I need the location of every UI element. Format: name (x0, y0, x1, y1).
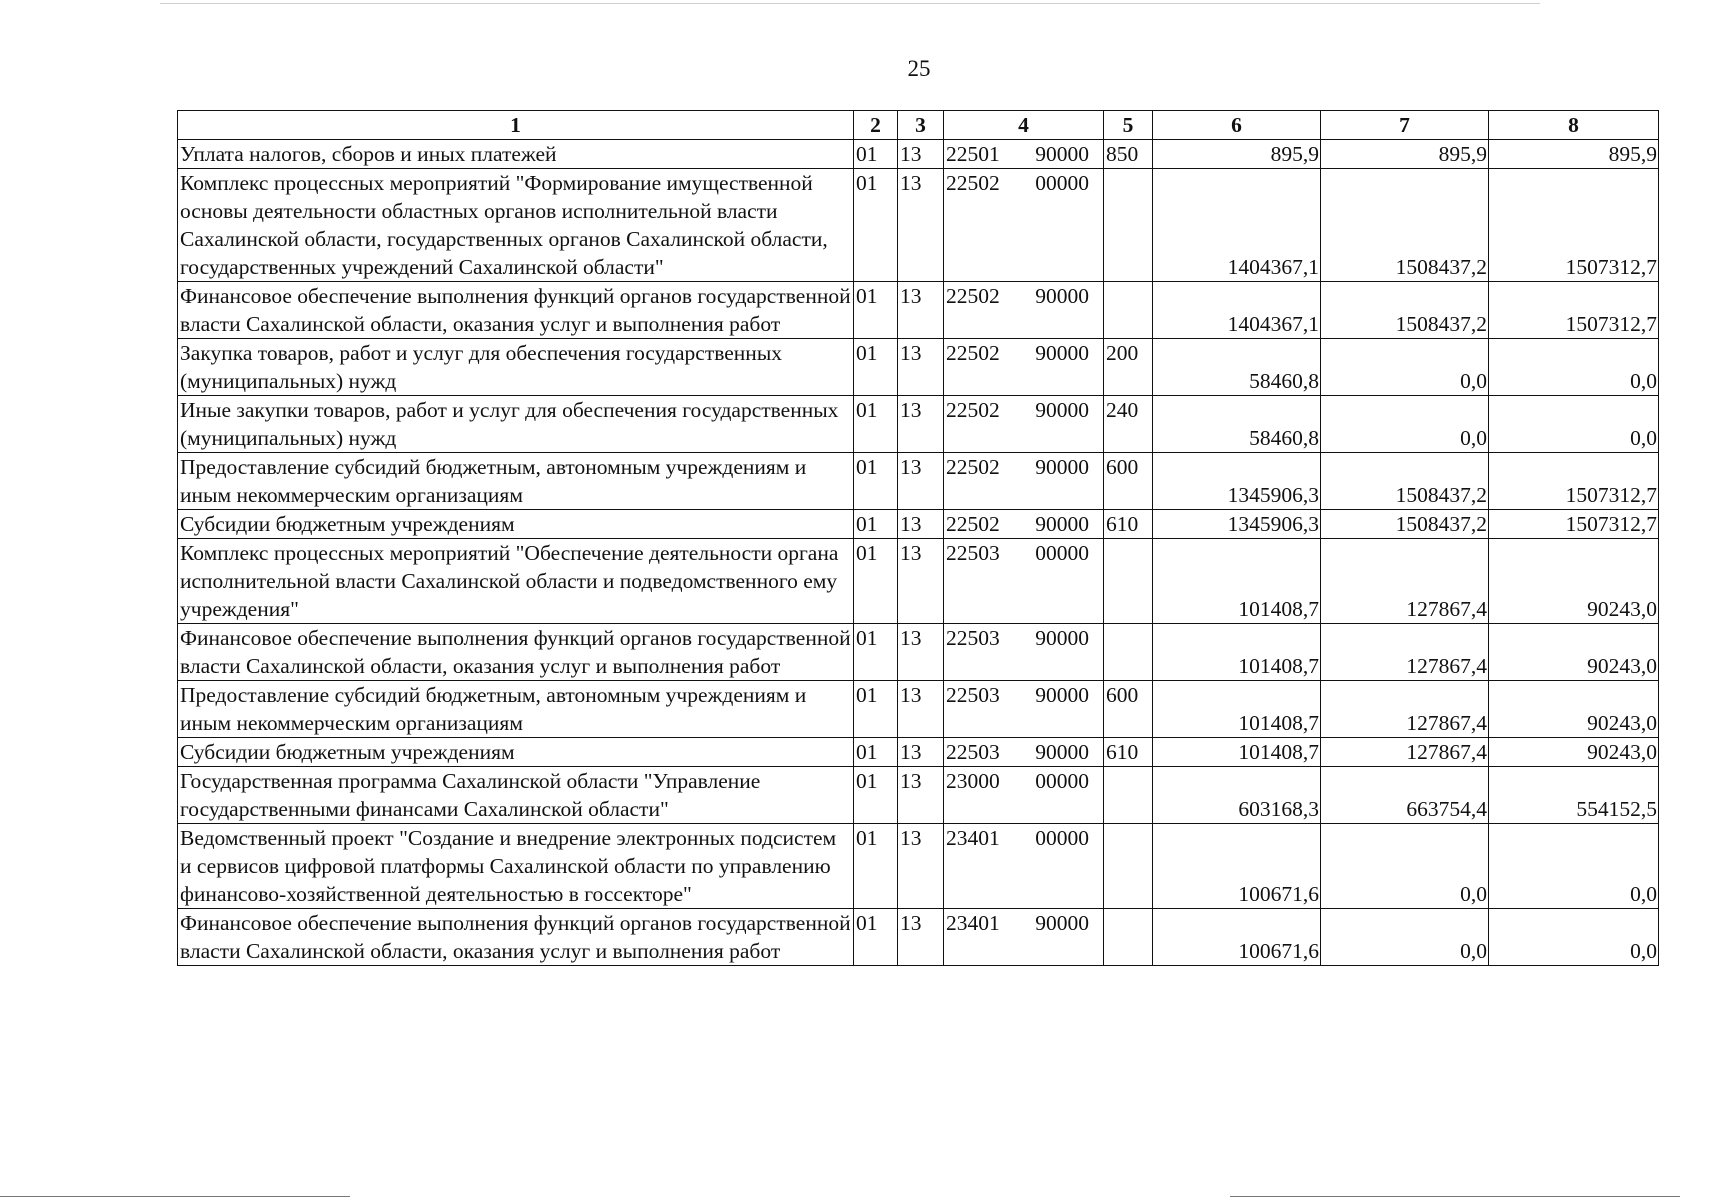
row-subsection-code: 13 (898, 282, 944, 339)
row-target-code-direction: 90000 (1035, 683, 1089, 707)
row-target-code (944, 396, 1104, 453)
row-name: Финансовое обеспечение выполнения функций органов государственной власти Сахалинской области, оказания услуг и выполнения работ (178, 282, 854, 339)
row-target-code-program: 23000 (946, 769, 1000, 793)
row-amount-col7: 0,0 (1321, 909, 1489, 966)
row-amount-col7: 0,0 (1321, 339, 1489, 396)
row-target-code (944, 510, 1104, 539)
row-name: Уплата налогов, сборов и иных платежей (178, 140, 854, 169)
row-name: Финансовое обеспечение выполнения функций органов государственной власти Сахалинской области, оказания услуг и выполнения работ (178, 624, 854, 681)
row-amount-col8: 1507312,7 (1489, 169, 1659, 282)
row-section-code: 01 (854, 624, 898, 681)
column-header-3: 3 (898, 111, 944, 140)
row-target-code-direction: 90000 (1035, 398, 1089, 422)
row-target-code-direction: 90000 (1035, 455, 1089, 479)
table-row (178, 339, 1659, 396)
row-subsection-code: 13 (898, 339, 944, 396)
row-section-code: 01 (854, 396, 898, 453)
row-target-code-program: 22502 (946, 398, 1000, 422)
row-amount-col6: 58460,8 (1153, 339, 1321, 396)
row-target-code-program: 22503 (946, 683, 1000, 707)
row-name: Комплекс процессных мероприятий "Формирование имущественной основы деятельности областных органов исполнительной власти Сахалинской области, государственных органов Сахалинской области, государственных учреждений Сахалинской области" (178, 169, 854, 282)
row-expense-type-code: 200 (1104, 339, 1153, 396)
row-amount-col7: 127867,4 (1321, 738, 1489, 767)
row-amount-col8: 0,0 (1489, 824, 1659, 909)
row-target-code-direction: 90000 (1035, 512, 1089, 536)
row-section-code: 01 (854, 169, 898, 282)
row-expense-type-code (1104, 909, 1153, 966)
column-header-8: 8 (1489, 111, 1659, 140)
row-expense-type-code: 610 (1104, 738, 1153, 767)
column-header-5: 5 (1104, 111, 1153, 140)
row-amount-col8: 895,9 (1489, 140, 1659, 169)
row-amount-col6: 101408,7 (1153, 624, 1321, 681)
row-name: Предоставление субсидий бюджетным, автономным учреждениям и иным некоммерческим организациям (178, 681, 854, 738)
table-row (178, 738, 1659, 767)
row-subsection-code: 13 (898, 539, 944, 624)
table-row (178, 282, 1659, 339)
row-section-code: 01 (854, 453, 898, 510)
row-target-code (944, 909, 1104, 966)
row-subsection-code: 13 (898, 624, 944, 681)
row-amount-col7: 127867,4 (1321, 539, 1489, 624)
row-amount-col8: 0,0 (1489, 339, 1659, 396)
row-subsection-code: 13 (898, 824, 944, 909)
row-amount-col8: 1507312,7 (1489, 453, 1659, 510)
row-target-code-program: 22502 (946, 512, 1000, 536)
row-target-code-direction: 90000 (1035, 284, 1089, 308)
row-target-code-direction: 90000 (1035, 911, 1089, 935)
table-row (178, 396, 1659, 453)
row-amount-col7: 1508437,2 (1321, 169, 1489, 282)
row-amount-col8: 0,0 (1489, 909, 1659, 966)
scan-top-edge-rule (160, 3, 1540, 4)
row-expense-type-code (1104, 282, 1153, 339)
row-amount-col8: 90243,0 (1489, 738, 1659, 767)
row-target-code (944, 738, 1104, 767)
row-section-code: 01 (854, 339, 898, 396)
row-target-code (944, 539, 1104, 624)
row-section-code: 01 (854, 681, 898, 738)
row-expense-type-code: 600 (1104, 453, 1153, 510)
row-target-code-direction: 00000 (1035, 171, 1089, 195)
row-amount-col7: 0,0 (1321, 396, 1489, 453)
table-row (178, 510, 1659, 539)
row-expense-type-code: 600 (1104, 681, 1153, 738)
row-amount-col7: 1508437,2 (1321, 453, 1489, 510)
row-target-code-direction: 00000 (1035, 826, 1089, 850)
row-target-code-program: 22503 (946, 740, 1000, 764)
row-target-code-program: 22503 (946, 541, 1000, 565)
row-subsection-code: 13 (898, 767, 944, 824)
row-amount-col6: 1345906,3 (1153, 510, 1321, 539)
row-amount-col6: 101408,7 (1153, 681, 1321, 738)
row-target-code-program: 23401 (946, 826, 1000, 850)
row-expense-type-code (1104, 539, 1153, 624)
table-row (178, 624, 1659, 681)
table-row (178, 539, 1659, 624)
row-target-code (944, 767, 1104, 824)
row-amount-col6: 895,9 (1153, 140, 1321, 169)
row-section-code: 01 (854, 510, 898, 539)
table-row (178, 824, 1659, 909)
row-subsection-code: 13 (898, 396, 944, 453)
row-amount-col8: 90243,0 (1489, 539, 1659, 624)
row-target-code (944, 169, 1104, 282)
row-amount-col7: 895,9 (1321, 140, 1489, 169)
row-amount-col6: 101408,7 (1153, 738, 1321, 767)
row-target-code (944, 824, 1104, 909)
row-target-code (944, 339, 1104, 396)
row-target-code-direction: 00000 (1035, 769, 1089, 793)
row-expense-type-code (1104, 624, 1153, 681)
table-row (178, 453, 1659, 510)
row-subsection-code: 13 (898, 169, 944, 282)
row-name: Предоставление субсидий бюджетным, автономным учреждениям и иным некоммерческим организациям (178, 453, 854, 510)
row-target-code (944, 453, 1104, 510)
row-target-code-program: 22502 (946, 455, 1000, 479)
row-amount-col6: 1404367,1 (1153, 282, 1321, 339)
row-target-code (944, 140, 1104, 169)
row-amount-col8: 90243,0 (1489, 624, 1659, 681)
table-header-row (178, 111, 1659, 140)
scan-bottom-edge-rule-right (1230, 1196, 1680, 1197)
row-amount-col6: 101408,7 (1153, 539, 1321, 624)
row-expense-type-code: 240 (1104, 396, 1153, 453)
row-amount-col7: 0,0 (1321, 824, 1489, 909)
row-section-code: 01 (854, 539, 898, 624)
table-row (178, 681, 1659, 738)
row-target-code (944, 681, 1104, 738)
row-target-code-program: 22503 (946, 626, 1000, 650)
column-header-6: 6 (1153, 111, 1321, 140)
row-expense-type-code (1104, 169, 1153, 282)
row-expense-type-code (1104, 767, 1153, 824)
column-header-7: 7 (1321, 111, 1489, 140)
row-section-code: 01 (854, 909, 898, 966)
budget-table-container (177, 110, 1659, 966)
scan-bottom-edge-rule-left (0, 1196, 350, 1197)
row-name: Субсидии бюджетным учреждениям (178, 738, 854, 767)
row-target-code-program: 22502 (946, 171, 1000, 195)
table-row (178, 140, 1659, 169)
row-target-code-program: 23401 (946, 911, 1000, 935)
row-amount-col6: 100671,6 (1153, 824, 1321, 909)
table-row (178, 909, 1659, 966)
row-name: Закупка товаров, работ и услуг для обеспечения государственных (муниципальных) нужд (178, 339, 854, 396)
row-amount-col8: 554152,5 (1489, 767, 1659, 824)
row-target-code-program: 22502 (946, 341, 1000, 365)
row-section-code: 01 (854, 738, 898, 767)
row-name: Иные закупки товаров, работ и услуг для обеспечения государственных (муниципальных) нужд (178, 396, 854, 453)
row-target-code-direction: 00000 (1035, 541, 1089, 565)
row-target-code-direction: 90000 (1035, 341, 1089, 365)
row-target-code-program: 22502 (946, 284, 1000, 308)
table-row (178, 169, 1659, 282)
row-target-code-direction: 90000 (1035, 142, 1089, 166)
row-amount-col6: 1404367,1 (1153, 169, 1321, 282)
page-number: 25 (907, 56, 931, 81)
row-amount-col8: 0,0 (1489, 396, 1659, 453)
row-name: Государственная программа Сахалинской области "Управление государственными финансами Сахалинской области" (178, 767, 854, 824)
row-amount-col6: 100671,6 (1153, 909, 1321, 966)
row-name: Финансовое обеспечение выполнения функций органов государственной власти Сахалинской области, оказания услуг и выполнения работ (178, 909, 854, 966)
row-amount-col7: 1508437,2 (1321, 282, 1489, 339)
row-amount-col8: 90243,0 (1489, 681, 1659, 738)
row-amount-col7: 127867,4 (1321, 624, 1489, 681)
row-name: Ведомственный проект "Создание и внедрение электронных подсистем и сервисов цифровой платформы Сахалинской области по управлению финансово-хозяйственной деятельностью в госсекторе" (178, 824, 854, 909)
row-subsection-code: 13 (898, 738, 944, 767)
row-target-code-program: 22501 (946, 142, 1000, 166)
row-amount-col8: 1507312,7 (1489, 282, 1659, 339)
row-target-code-direction: 90000 (1035, 740, 1089, 764)
row-subsection-code: 13 (898, 510, 944, 539)
row-expense-type-code (1104, 824, 1153, 909)
row-section-code: 01 (854, 767, 898, 824)
row-expense-type-code: 610 (1104, 510, 1153, 539)
row-target-code (944, 282, 1104, 339)
row-subsection-code: 13 (898, 453, 944, 510)
column-header-1: 1 (178, 111, 854, 140)
row-subsection-code: 13 (898, 140, 944, 169)
row-amount-col7: 1508437,2 (1321, 510, 1489, 539)
column-header-2: 2 (854, 111, 898, 140)
row-amount-col7: 663754,4 (1321, 767, 1489, 824)
budget-allocation-table (177, 110, 1659, 966)
row-name: Субсидии бюджетным учреждениям (178, 510, 854, 539)
row-section-code: 01 (854, 282, 898, 339)
row-section-code: 01 (854, 824, 898, 909)
row-amount-col7: 127867,4 (1321, 681, 1489, 738)
row-target-code-direction: 90000 (1035, 626, 1089, 650)
row-amount-col6: 58460,8 (1153, 396, 1321, 453)
table-row (178, 767, 1659, 824)
row-name: Комплекс процессных мероприятий "Обеспечение деятельности органа исполнительной власти Сахалинской области и подведомственного ему учреждения" (178, 539, 854, 624)
row-section-code: 01 (854, 140, 898, 169)
row-subsection-code: 13 (898, 681, 944, 738)
row-amount-col6: 1345906,3 (1153, 453, 1321, 510)
row-subsection-code: 13 (898, 909, 944, 966)
row-expense-type-code: 850 (1104, 140, 1153, 169)
column-header-4: 4 (944, 111, 1104, 140)
row-target-code (944, 624, 1104, 681)
row-amount-col8: 1507312,7 (1489, 510, 1659, 539)
row-amount-col6: 603168,3 (1153, 767, 1321, 824)
